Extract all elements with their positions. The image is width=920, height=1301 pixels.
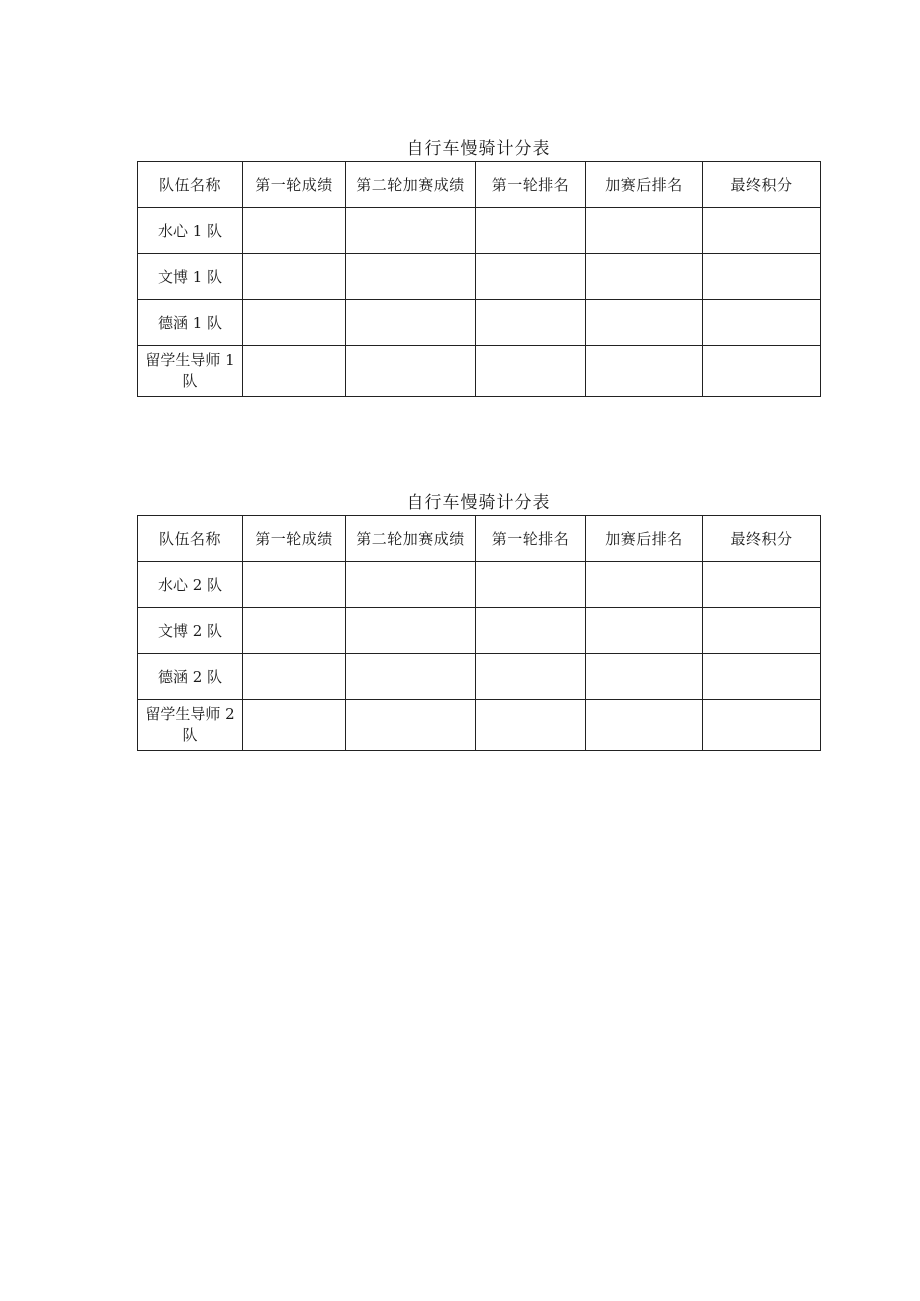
score-table: [137, 515, 821, 751]
score-table: [137, 161, 821, 397]
table-row: [138, 346, 821, 397]
header-team: 队伍名称: [138, 516, 243, 562]
playoff-rank-cell[interactable]: [586, 208, 703, 254]
playoff-score-cell[interactable]: [346, 208, 476, 254]
playoff-score-cell[interactable]: [346, 346, 476, 397]
team-name-cell: 文博 1 队: [138, 254, 243, 300]
team-name-cell: 留学生导师 2 队: [138, 700, 243, 751]
score-sheet-1: [137, 137, 820, 397]
team-name-cell: 留学生导师 1 队: [138, 346, 243, 397]
playoff-score-cell[interactable]: [346, 654, 476, 700]
table-row: [138, 208, 821, 254]
header-row: [138, 162, 821, 208]
final-points-cell[interactable]: [703, 208, 821, 254]
final-points-cell[interactable]: [703, 300, 821, 346]
round1-rank-cell[interactable]: [476, 346, 586, 397]
round1-score-cell[interactable]: [243, 608, 346, 654]
header-final-points: 最终积分: [703, 162, 821, 208]
round1-rank-cell[interactable]: [476, 700, 586, 751]
header-playoff-score: 第二轮加赛成绩: [346, 516, 476, 562]
round1-score-cell[interactable]: [243, 700, 346, 751]
header-final-points: 最终积分: [703, 516, 821, 562]
playoff-score-cell[interactable]: [346, 562, 476, 608]
final-points-cell[interactable]: [703, 346, 821, 397]
round1-score-cell[interactable]: [243, 346, 346, 397]
table-row: [138, 608, 821, 654]
team-name-cell: 德涵 1 队: [138, 300, 243, 346]
playoff-rank-cell[interactable]: [586, 608, 703, 654]
table-title: 自行车慢骑计分表: [406, 493, 551, 513]
playoff-score-cell[interactable]: [346, 254, 476, 300]
round1-rank-cell[interactable]: [476, 608, 586, 654]
playoff-score-cell[interactable]: [346, 300, 476, 346]
team-name-cell: 水心 1 队: [138, 208, 243, 254]
playoff-rank-cell[interactable]: [586, 300, 703, 346]
table-row: [138, 562, 821, 608]
table-title: 自行车慢骑计分表: [406, 139, 551, 159]
playoff-rank-cell[interactable]: [586, 562, 703, 608]
round1-rank-cell[interactable]: [476, 562, 586, 608]
header-playoff-rank: 加赛后排名: [586, 516, 703, 562]
header-team: 队伍名称: [138, 162, 243, 208]
round1-rank-cell[interactable]: [476, 254, 586, 300]
final-points-cell[interactable]: [703, 562, 821, 608]
playoff-rank-cell[interactable]: [586, 700, 703, 751]
table-row: [138, 654, 821, 700]
header-round1-score: 第一轮成绩: [243, 162, 346, 208]
final-points-cell[interactable]: [703, 608, 821, 654]
final-points-cell[interactable]: [703, 700, 821, 751]
round1-rank-cell[interactable]: [476, 300, 586, 346]
round1-score-cell[interactable]: [243, 254, 346, 300]
team-name-cell: 文博 2 队: [138, 608, 243, 654]
team-name-cell: 德涵 2 队: [138, 654, 243, 700]
table-row: [138, 300, 821, 346]
round1-score-cell[interactable]: [243, 562, 346, 608]
playoff-rank-cell[interactable]: [586, 654, 703, 700]
playoff-score-cell[interactable]: [346, 700, 476, 751]
table-row: [138, 700, 821, 751]
playoff-rank-cell[interactable]: [586, 254, 703, 300]
round1-score-cell[interactable]: [243, 654, 346, 700]
header-round1-rank: 第一轮排名: [476, 162, 586, 208]
header-round1-score: 第一轮成绩: [243, 516, 346, 562]
playoff-rank-cell[interactable]: [586, 346, 703, 397]
final-points-cell[interactable]: [703, 654, 821, 700]
round1-rank-cell[interactable]: [476, 208, 586, 254]
playoff-score-cell[interactable]: [346, 608, 476, 654]
table-row: [138, 254, 821, 300]
final-points-cell[interactable]: [703, 254, 821, 300]
round1-rank-cell[interactable]: [476, 654, 586, 700]
team-name-cell: 水心 2 队: [138, 562, 243, 608]
header-playoff-rank: 加赛后排名: [586, 162, 703, 208]
round1-score-cell[interactable]: [243, 208, 346, 254]
score-sheet-2: [137, 491, 820, 751]
header-playoff-score: 第二轮加赛成绩: [346, 162, 476, 208]
header-round1-rank: 第一轮排名: [476, 516, 586, 562]
round1-score-cell[interactable]: [243, 300, 346, 346]
header-row: [138, 516, 821, 562]
